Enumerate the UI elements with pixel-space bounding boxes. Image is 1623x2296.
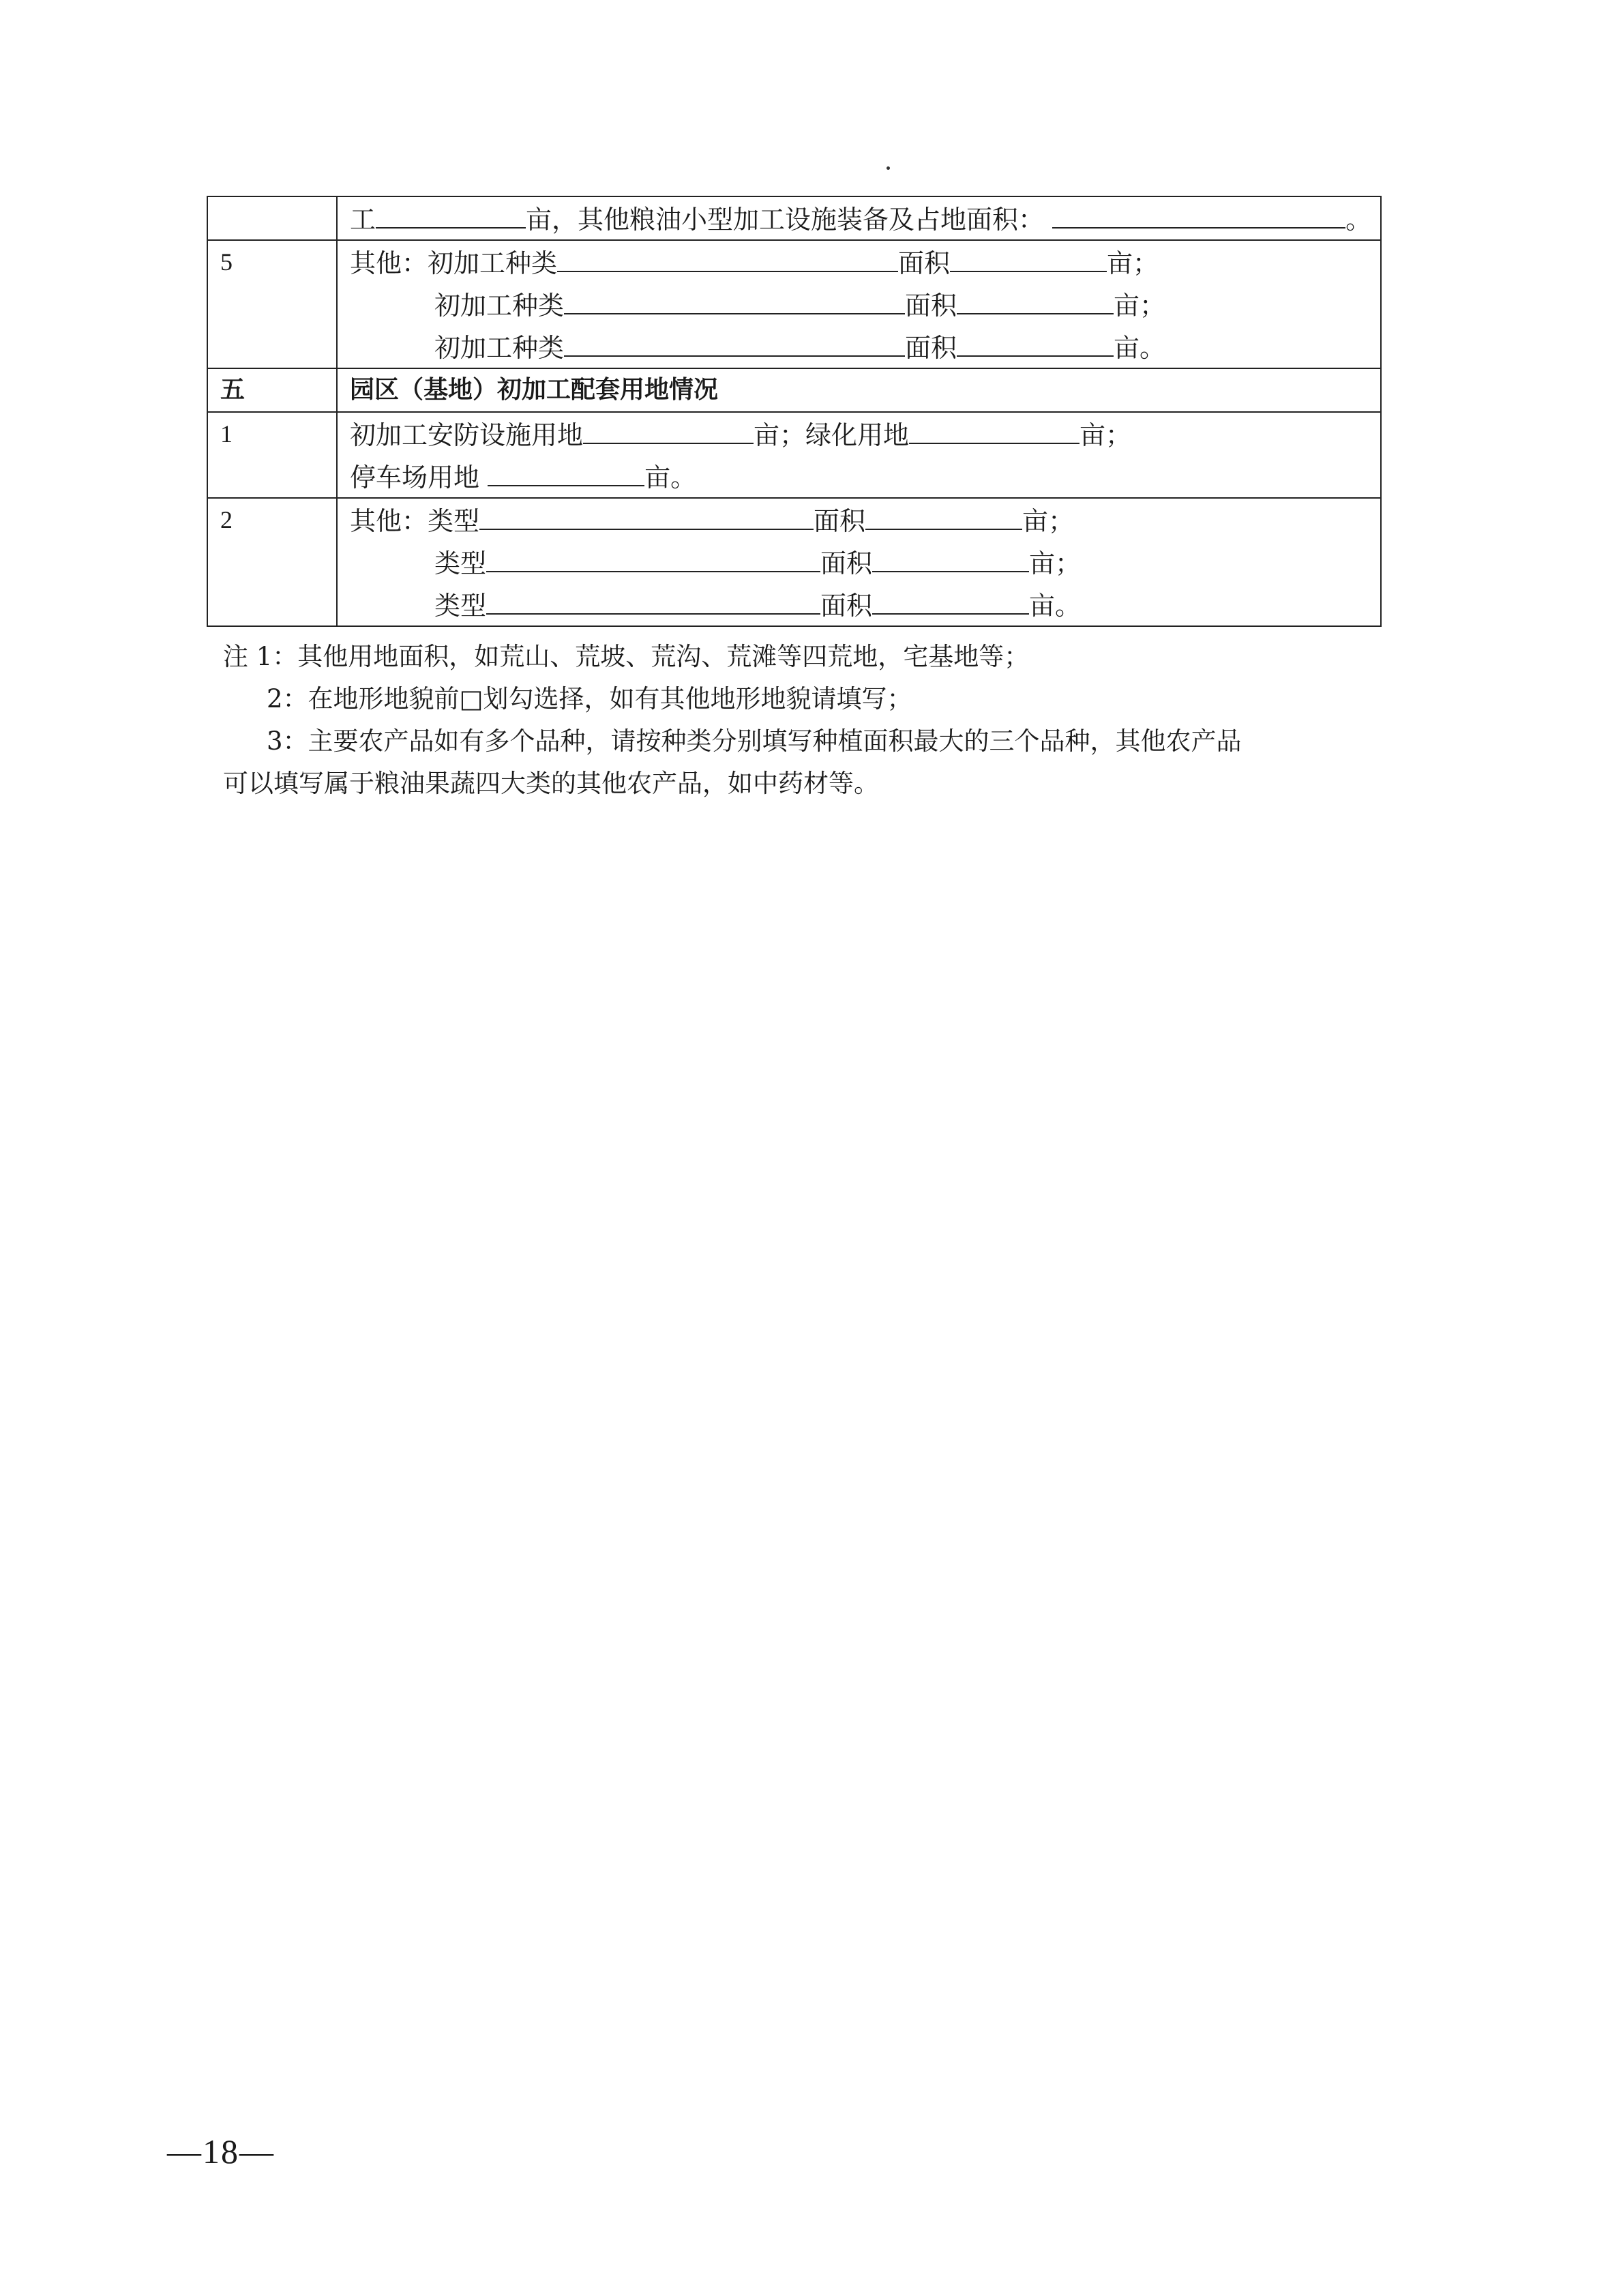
blank-field[interactable] <box>950 241 1107 272</box>
text: 类型 <box>428 506 480 536</box>
table-row-1 <box>207 412 1381 498</box>
table-section-header <box>207 368 1381 412</box>
note-1: 注 1：其他用地面积，如荒山、荒坡、荒沟、荒滩等四荒地，宅基地等； <box>223 642 1030 671</box>
note-2: 2：在地形地貌前□划勾选择，如有其他地形地貌请填写； <box>267 684 912 713</box>
footnotes <box>223 636 1382 805</box>
blank-field[interactable] <box>564 325 905 357</box>
land-use-form-table <box>207 196 1382 627</box>
text: 停车场用地 <box>350 462 480 492</box>
text: 面积 <box>905 333 957 363</box>
blank-field[interactable] <box>1052 197 1345 229</box>
text: 亩； <box>1022 506 1075 536</box>
section-number: 五 <box>207 368 337 412</box>
blank-field[interactable] <box>957 283 1114 314</box>
text: 类型 <box>434 548 487 578</box>
text: 初加工安防设施用地 <box>350 420 584 450</box>
blank-field[interactable] <box>957 325 1114 357</box>
blank-field[interactable] <box>376 197 526 229</box>
row-content-cell <box>337 196 1381 240</box>
table-row-continued <box>207 196 1381 240</box>
text: 面积 <box>814 506 866 536</box>
blank-field[interactable] <box>583 413 754 444</box>
blank-field[interactable] <box>865 499 1022 530</box>
text: 其他： <box>350 248 428 278</box>
text: 面积 <box>820 591 873 621</box>
blank-field[interactable] <box>564 283 905 314</box>
text: 初加工种类 <box>434 333 565 363</box>
text: 面积 <box>820 548 873 578</box>
row-content-cell <box>337 412 1381 498</box>
text: 亩； <box>1029 548 1082 578</box>
text: 亩。 <box>1114 333 1166 363</box>
blank-field[interactable] <box>486 541 820 572</box>
blank-field[interactable] <box>872 583 1029 615</box>
text: 亩，其他粮油小型加工设施装备及占地面积： <box>526 205 1045 235</box>
text: 亩； <box>1114 291 1166 321</box>
note-3: 3：主要农产品如有多个品种，请按种类分别填写种植面积最大的三个品种，其他农产品 <box>267 726 1242 756</box>
text: 。 <box>1345 205 1372 235</box>
blank-field[interactable] <box>557 241 898 272</box>
text: 工 <box>350 205 376 235</box>
text: 初加工种类 <box>434 291 565 321</box>
row-content-cell <box>337 240 1381 368</box>
text: 亩。 <box>1029 591 1082 621</box>
scan-mark <box>887 166 890 170</box>
row-number: 2 <box>207 498 337 626</box>
text: 亩； <box>1107 248 1159 278</box>
row-number: 5 <box>207 240 337 368</box>
blank-field[interactable] <box>909 413 1079 444</box>
blank-field[interactable] <box>488 455 644 486</box>
text: 初加工种类 <box>428 248 558 278</box>
text: 其他： <box>350 506 428 536</box>
row-number: 1 <box>207 412 337 498</box>
blank-field[interactable] <box>872 541 1029 572</box>
table-row-2 <box>207 498 1381 626</box>
row-number-cell <box>207 196 337 240</box>
text: 面积 <box>898 248 951 278</box>
section-title: 园区（基地）初加工配套用地情况 <box>337 368 1381 412</box>
blank-field[interactable] <box>486 583 820 615</box>
table-row-5 <box>207 240 1381 368</box>
text: 亩；绿化用地 <box>754 420 910 450</box>
row-content-cell <box>337 498 1381 626</box>
blank-field[interactable] <box>479 499 814 530</box>
note-3-continued: 可以填写属于粮油果蔬四大类的其他农产品，如中药材等。 <box>223 769 879 798</box>
text: 亩。 <box>644 462 697 492</box>
page-number: —18— <box>167 2132 275 2170</box>
text: 面积 <box>905 291 957 321</box>
text: 类型 <box>434 591 487 621</box>
text: 亩； <box>1079 420 1132 450</box>
